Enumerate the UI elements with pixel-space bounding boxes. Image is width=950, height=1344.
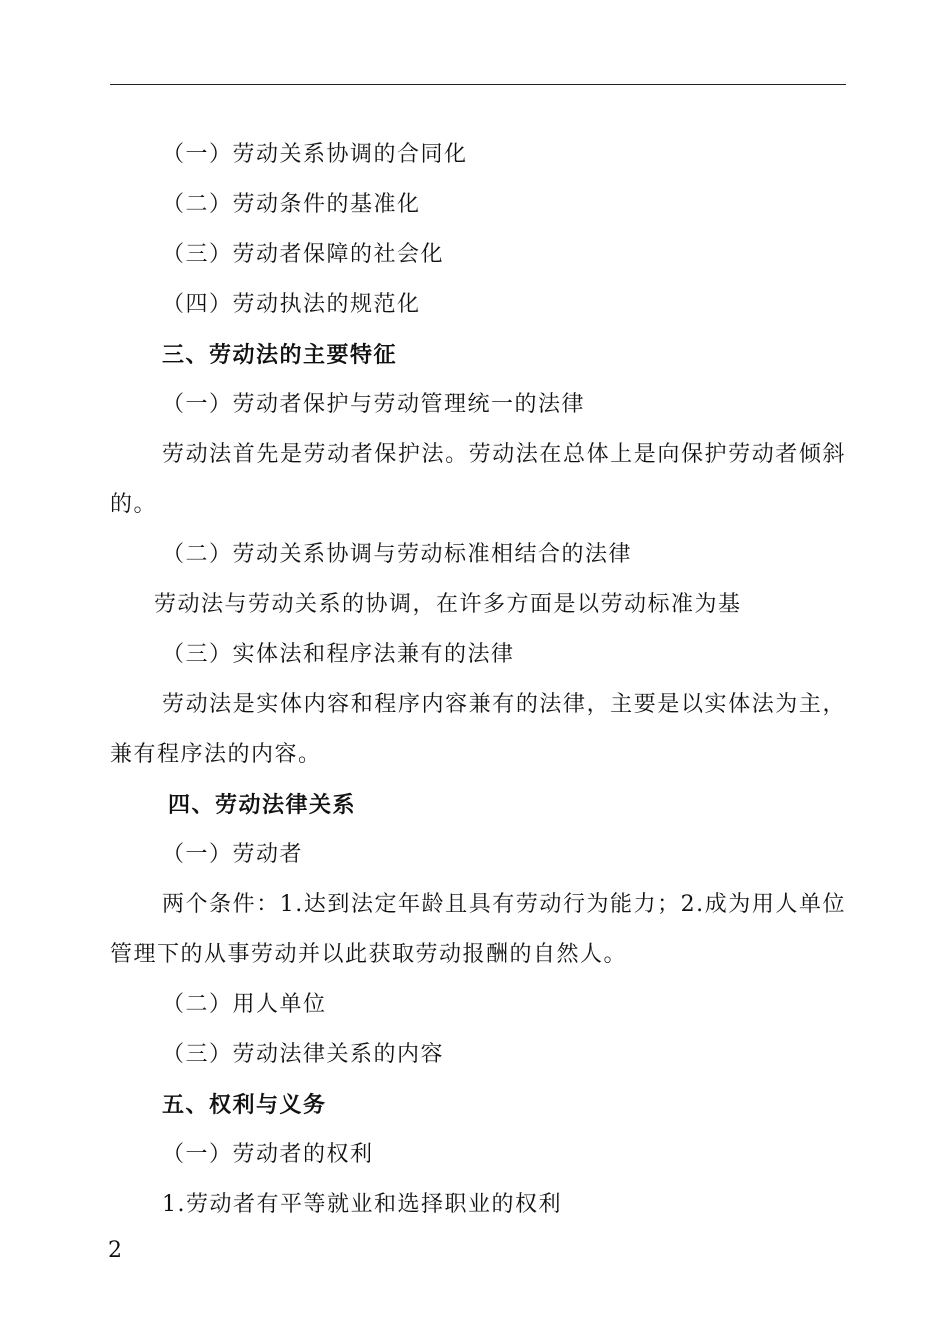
subsection-heading: （一）劳动关系协调的合同化 — [162, 142, 468, 167]
subsection-heading: （三）实体法和程序法兼有的法律 — [162, 642, 515, 667]
subsection-heading: （三）劳动法律关系的内容 — [162, 1042, 445, 1067]
list-item: 1.劳动者有平等就业和选择职业的权利 — [162, 1192, 562, 1217]
body-paragraph: 两个条件：1.达到法定年龄且具有劳动行为能力；2.成为用人单位管理下的从事劳动并以此获取劳动报酬的自然人。 — [110, 892, 846, 967]
page-number: 2 — [108, 1238, 122, 1263]
subsection-heading: （二）用人单位 — [162, 992, 327, 1017]
body-paragraph: 劳动法与劳动关系的协调，在许多方面是以劳动标准为基 — [154, 592, 742, 617]
subsection-heading: （三）劳动者保障的社会化 — [162, 242, 445, 267]
subsection-heading: （二）劳动关系协调与劳动标准相结合的法律 — [162, 542, 633, 567]
section-heading: 三、劳动法的主要特征 — [162, 342, 398, 368]
section-heading: 五、权利与义务 — [162, 1092, 327, 1118]
header-rule — [110, 84, 846, 85]
subsection-heading: （四）劳动执法的规范化 — [162, 292, 421, 317]
body-paragraph: 劳动法首先是劳动者保护法。劳动法在总体上是向保护劳动者倾斜的。 — [110, 442, 846, 517]
document-body — [110, 130, 846, 1230]
subsection-heading: （一）劳动者 — [162, 842, 304, 867]
subsection-heading: （一）劳动者的权利 — [162, 1142, 374, 1167]
subsection-heading: （一）劳动者保护与劳动管理统一的法律 — [162, 392, 586, 417]
section-heading: 四、劳动法律关系 — [168, 792, 357, 818]
subsection-heading: （二）劳动条件的基准化 — [162, 192, 421, 217]
body-paragraph: 劳动法是实体内容和程序内容兼有的法律，主要是以实体法为主，兼有程序法的内容。 — [110, 692, 846, 767]
